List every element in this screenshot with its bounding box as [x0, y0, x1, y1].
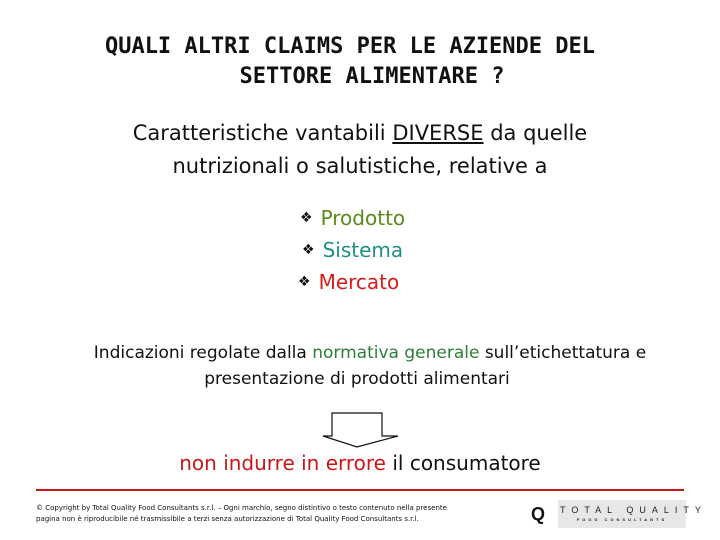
- footer-divider: [36, 489, 684, 491]
- intro-line-1: [0, 117, 720, 150]
- intro-before: Caratteristiche vantabili: [132, 121, 393, 145]
- copyright-line-2: pagina non è riproducibile né trasmissibile a terzi senza autorizzazione di Total Quality Food Consultants s.r.l.: [36, 515, 419, 523]
- logo-line-1: TOTAL QUALITY: [560, 505, 707, 515]
- logo-line-2: FOOD CONSULTANTS: [576, 517, 668, 522]
- bullet-label: Mercato: [318, 270, 400, 294]
- rules-text: [0, 340, 720, 392]
- conclusion-red-part: non indurre in errore: [179, 451, 386, 475]
- diamond-bullet-icon: ❖: [300, 210, 313, 226]
- rules-suffix: sull’etichettatura e: [479, 343, 647, 363]
- title-line-2: SETTORE ALIMENTARE ?: [239, 64, 505, 89]
- intro-underlined-word: DIVERSE: [392, 121, 484, 145]
- diamond-bullet-icon: ❖: [298, 274, 311, 290]
- copyright-notice: [36, 503, 506, 525]
- bullet-list: [300, 202, 500, 298]
- slide-title: [0, 32, 720, 92]
- logo-mark: Q: [530, 503, 545, 524]
- rules-line-2: presentazione di prodotti alimentari: [204, 369, 510, 389]
- rules-prefix: Indicazioni regolate dalla: [93, 343, 313, 363]
- company-logo: [522, 500, 707, 532]
- bullet-label: Sistema: [322, 238, 404, 262]
- bullet-item-prodotto: [300, 202, 500, 234]
- conclusion-text: [0, 449, 720, 477]
- diamond-bullet-icon: ❖: [302, 242, 315, 258]
- bullet-label: Prodotto: [320, 206, 406, 230]
- intro-after: da quelle: [483, 121, 588, 145]
- bullet-item-sistema: [302, 234, 500, 266]
- down-arrow-icon: [320, 412, 410, 448]
- title-line-1: QUALI ALTRI CLAIMS PER LE AZIENDE DEL: [104, 34, 596, 59]
- intro-line-2: nutrizionali o salutistiche, relative a: [172, 154, 548, 178]
- intro-text: [0, 117, 720, 183]
- rules-line-1: [0, 340, 720, 366]
- rules-highlight: normativa generale: [312, 343, 480, 363]
- conclusion-black-part: il consumatore: [386, 451, 541, 475]
- copyright-line-1: © Copyright by Total Quality Food Consultants s.r.l. – Ogni marchio, segno distintivo o testo contenuto nella presente: [36, 504, 447, 512]
- bullet-item-mercato: [298, 266, 500, 298]
